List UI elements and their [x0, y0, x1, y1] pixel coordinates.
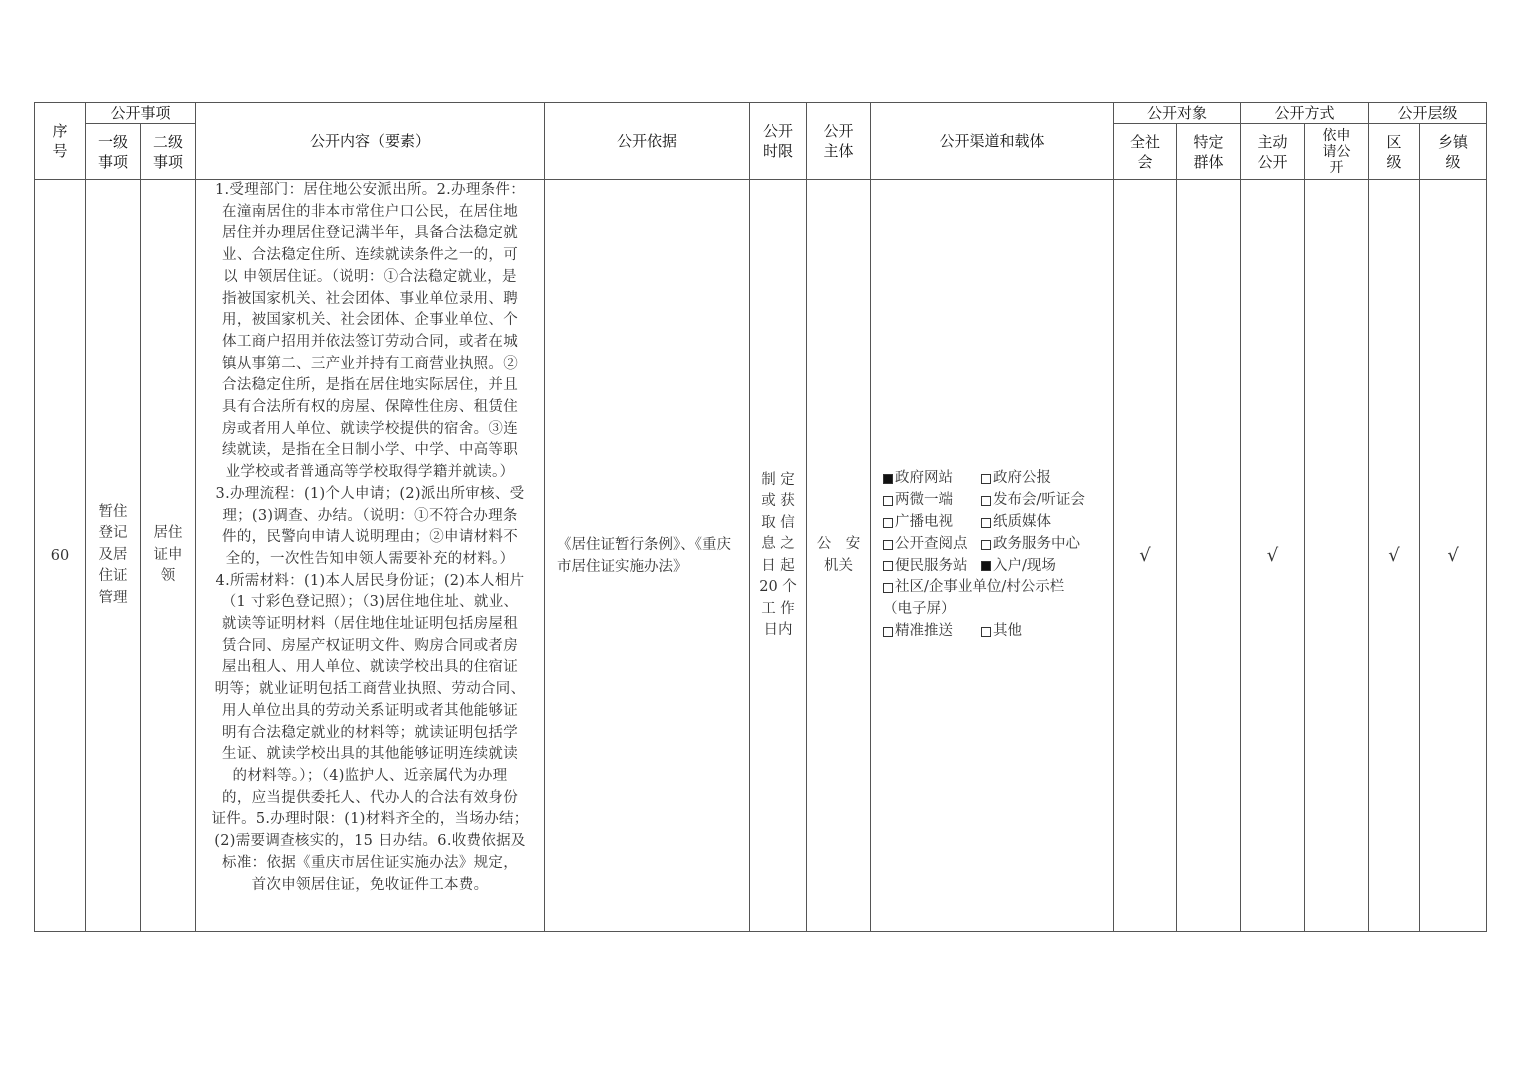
- check-target-all: √: [1114, 180, 1177, 932]
- content-line: 4.所需材料：(1)本人居民身份证；(2)本人相片: [215, 572, 525, 589]
- row-basis: 《居住证暂行条例》、《重庆市居住证实施办法》: [545, 180, 750, 932]
- row-subject: 公 安 机关: [807, 180, 871, 932]
- content-line: 镇从事第二、三产业并持有工商营业执照。②: [222, 355, 519, 372]
- content-line: 标准：依据《重庆市居住证实施办法》规定，: [222, 854, 519, 871]
- channel-label: 精准推送: [895, 622, 954, 639]
- check-level-district: √: [1369, 180, 1420, 932]
- channel-row: [883, 599, 1113, 621]
- channel-option: [883, 599, 956, 621]
- row-channels: [871, 180, 1114, 932]
- header-level-district: 区 级: [1369, 124, 1420, 180]
- header-target: 公开对象: [1114, 103, 1241, 124]
- channel-label: 政府网站: [895, 470, 954, 487]
- content-line: 合法稳定住所，是指在居住地实际居住，并且: [222, 377, 519, 394]
- row-level2: 居住 证申 领: [141, 180, 196, 932]
- row-time-limit: 制 定 或 获 取 信 息 之 日 起 20 个 工 作 日内: [750, 180, 807, 932]
- content-line: （1 寸彩色登记照）；（3)居住地住址、就业、: [221, 594, 519, 611]
- channel-row: [883, 556, 1113, 578]
- channel-label: 广播电视: [895, 513, 954, 530]
- channel-option: [883, 468, 981, 490]
- content-line: 1.受理部门：居住地公安派出所。2.办理条件：: [214, 182, 526, 198]
- channel-label: 公开查阅点: [895, 535, 968, 552]
- unchecked-box-icon: [883, 496, 893, 506]
- header-target-all: 全社 会: [1114, 124, 1177, 180]
- header-basis: 公开依据: [545, 103, 750, 180]
- channel-label: 纸质媒体: [993, 513, 1052, 530]
- header-seq: 序 号: [35, 103, 86, 180]
- content-line: 以 申领居住证。（说明：①合法稳定就业，是: [223, 268, 517, 285]
- header-level: 公开层级: [1369, 103, 1487, 124]
- channel-label: 发布会/听证会: [993, 492, 1085, 509]
- header-channels: 公开渠道和载体: [871, 103, 1114, 180]
- content-line: 生证、就读学校出具的其他能够证明连续就读: [222, 746, 519, 763]
- row-content: [196, 180, 545, 932]
- checked-box-icon: [981, 561, 991, 571]
- content-line: 在潼南居住的非本市常住户口公民，在居住地: [222, 203, 519, 220]
- content-line: 3.办理流程：(1)个人申请；(2)派出所审核、受: [215, 485, 525, 502]
- channel-label: 两微一端: [895, 492, 954, 509]
- header-method-active: 主动 公开: [1241, 124, 1305, 180]
- unchecked-box-icon: [981, 474, 991, 484]
- channel-row: [883, 577, 1113, 599]
- content-line: 理；(3)调查、办结。（说明：①不符合办理条: [222, 507, 518, 524]
- check-method-active: √: [1241, 180, 1305, 932]
- header-target-specific: 特定 群体: [1177, 124, 1241, 180]
- content-line: 明有合法稳定就业的材料等；就读证明包括学: [222, 724, 519, 741]
- channel-label: 社区/企事业单位/村公示栏: [895, 579, 1065, 596]
- content-line: 全的，一次性告知申领人需要补充的材料。）: [225, 550, 515, 567]
- channel-option: [883, 512, 981, 534]
- content-line: 业、合法稳定住所、连续就读条件之一的，可: [222, 247, 519, 264]
- content-line: 居住并办理居住登记满半年，具备合法稳定就: [222, 225, 519, 242]
- channel-option: [883, 621, 981, 643]
- channel-label: 入户/现场: [993, 557, 1056, 574]
- content-line: 的材料等。）；（4)监护人、近亲属代为办理: [232, 767, 508, 784]
- content-line: 业学校或者普通高等学校取得学籍并就读。）: [225, 464, 515, 481]
- header-level1: 一级 事项: [86, 124, 141, 180]
- checked-box-icon: [883, 474, 893, 484]
- content-line: 赁合同、房屋产权证明文件、购房合同或者房: [222, 637, 519, 654]
- unchecked-box-icon: [981, 518, 991, 528]
- channel-option: [883, 556, 981, 578]
- channel-label: 其他: [993, 622, 1023, 639]
- channel-label: （电子屏）: [883, 601, 956, 618]
- channel-row: [883, 468, 1113, 490]
- channel-label: 便民服务站: [895, 557, 968, 574]
- table-row: [35, 180, 1487, 932]
- content-line: 就读等证明材料（居住地住址证明包括房屋租: [222, 616, 519, 633]
- header-level-town: 乡镇 级: [1420, 124, 1487, 180]
- content-line: 用，被国家机关、社会团体、企事业单位、个: [222, 312, 519, 329]
- content-line: 房或者用人单位、就读学校提供的宿舍。③连: [222, 420, 519, 437]
- content-line: (2)需要调查核实的，15 日办结。6.收费依据及: [214, 833, 526, 850]
- content-line: 用人单位出具的劳动关系证明或者其他能够证: [222, 702, 519, 719]
- channel-row: [883, 512, 1113, 534]
- header-level2: 二级 事项: [141, 124, 196, 180]
- content-line: 体工商户招用并依法签订劳动合同，或者在城: [222, 333, 519, 350]
- channel-label: 政务服务中心: [993, 535, 1081, 552]
- unchecked-box-icon: [883, 540, 893, 550]
- channel-option: [981, 468, 1051, 490]
- check-level-town: √: [1420, 180, 1487, 932]
- unchecked-box-icon: [883, 627, 893, 637]
- channel-row: [883, 534, 1113, 556]
- header-time-limit: 公开 时限: [750, 103, 807, 180]
- unchecked-box-icon: [981, 496, 991, 506]
- content-line: 件的，民警向申请人说明理由；②申请材料不: [222, 529, 519, 546]
- channel-option: [981, 621, 1022, 643]
- content-line: 具有合法所有权的房屋、保障性住房、租赁住: [222, 399, 519, 416]
- row-seq: 60: [35, 180, 86, 932]
- header-method: 公开方式: [1241, 103, 1369, 124]
- unchecked-box-icon: [981, 627, 991, 637]
- channel-option: [981, 490, 1085, 512]
- unchecked-box-icon: [981, 540, 991, 550]
- channel-option: [981, 512, 1051, 534]
- channel-option: [883, 490, 981, 512]
- check-target-specific: [1177, 180, 1241, 932]
- header-content: 公开内容（要素）: [196, 103, 545, 180]
- check-method-request: [1305, 180, 1369, 932]
- channel-row: [883, 490, 1113, 512]
- content-line: 证件。5.办理时限：(1)材料齐全的，当场办结；: [211, 811, 529, 828]
- header-subject: 公开 主体: [807, 103, 871, 180]
- content-line: 续就读，是指在全日制小学、中学、中高等职: [222, 442, 519, 459]
- channel-option: [883, 577, 1064, 599]
- content-line: 指被国家机关、社会团体、事业单位录用、聘: [222, 290, 519, 307]
- disclosure-table: [34, 102, 1487, 932]
- content-line: 明等；就业证明包括工商营业执照、劳动合同、: [214, 681, 526, 698]
- content-line: 的，应当提供委托人、代办人的合法有效身份: [222, 789, 519, 806]
- header-disclosure-item: 公开事项: [86, 103, 196, 124]
- unchecked-box-icon: [883, 561, 893, 571]
- channel-option: [981, 556, 1056, 578]
- channel-option: [883, 534, 981, 556]
- content-line: 首次申领居住证，免收证件工本费。: [251, 876, 489, 893]
- unchecked-box-icon: [883, 518, 893, 528]
- unchecked-box-icon: [883, 583, 893, 593]
- content-line: 屋出租人、用人单位、就读学校出具的住宿证: [222, 659, 519, 676]
- channel-option: [981, 534, 1080, 556]
- channel-label: 政府公报: [993, 470, 1052, 487]
- row-level1: 暂住 登记 及居 住证 管理: [86, 180, 141, 932]
- header-method-request: 依申 请公 开: [1305, 124, 1369, 180]
- channel-row: [883, 621, 1113, 643]
